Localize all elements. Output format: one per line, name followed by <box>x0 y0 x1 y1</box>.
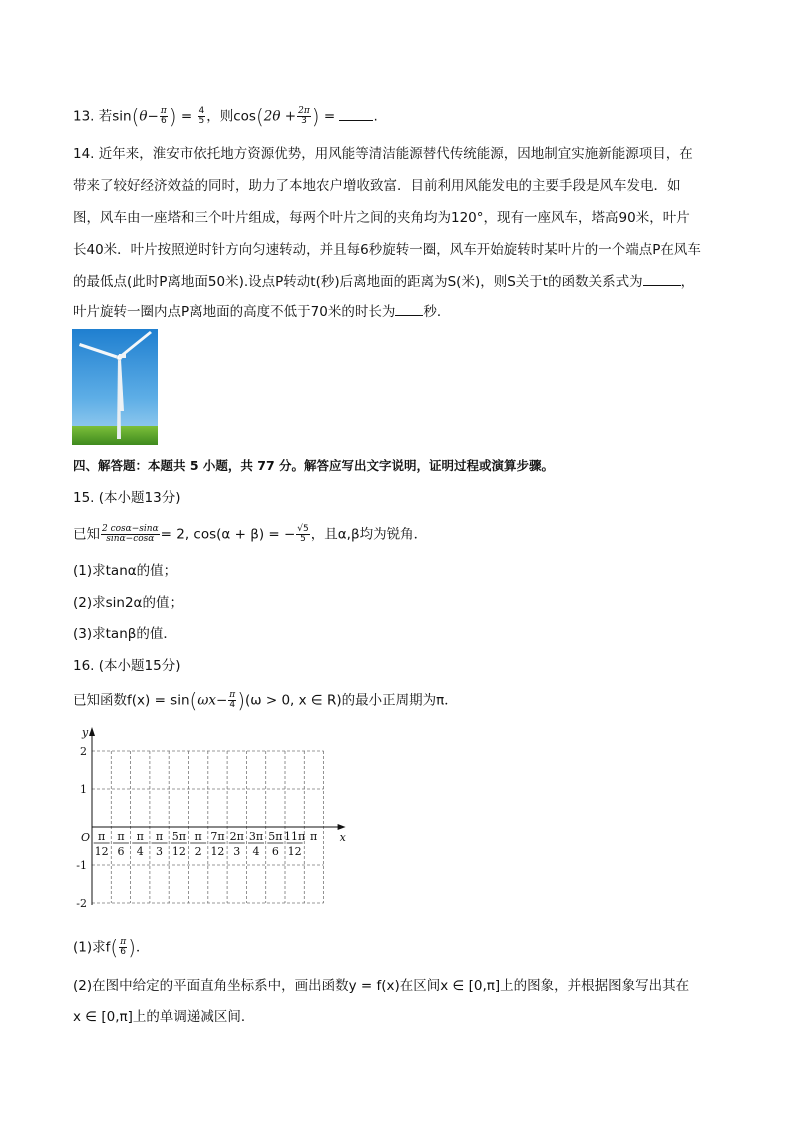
q16-part-2-line-1: (2)在图中给定的平面直角坐标系中，画出函数y = f(x)在区间x ∈ [0,π]上的图象，并根据图象写出其在 <box>73 978 690 994</box>
q14-line-4: 长40米．叶片按照逆时针方向匀速转动，并且每6秒旋转一圈，风车开始旋转时某叶片的一个端点P在风车 <box>73 242 701 258</box>
q14-line-5: 的最低点(此时P离地面50米).设点P转动t(秒)后离地面的距离为S(米)，则S关于t的函数关系式为 ， <box>73 274 695 290</box>
answer-blank-14b[interactable] <box>395 303 423 316</box>
q15-condition: 已知 $\frac{2 \cos\alpha-\sin\alpha}{\sin\alpha-\cos\alpha}$ = 2, cos(α + β) = − $\frac{√5}{5}$ ，且α,β均为锐角． <box>73 524 428 544</box>
x-tick-denominator: 3 <box>156 845 164 858</box>
q16-heading: 16. (本小题15分) <box>73 658 181 674</box>
x-tick-denominator: 3 <box>233 845 241 858</box>
wind-turbine-photo <box>72 329 158 445</box>
x-tick-denominator: 12 <box>210 845 225 858</box>
q15-part-2: (2)求sin2α的值； <box>73 595 183 611</box>
x-tick-denominator: 2 <box>194 845 202 858</box>
x-tick-numerator: 5π <box>171 830 186 843</box>
q15-part-3: (3)求tanβ的值． <box>73 626 177 642</box>
answer-blank-13[interactable] <box>339 108 373 121</box>
x-tick-numerator: π <box>98 830 106 843</box>
question-13: 13. 若sin(θ− $\frac{\pi}{6}$ ) = $\frac{4}{5}$ ，则cos(2θ + $\frac{2\pi}{3}$ ) = . <box>73 104 378 129</box>
q13-frac-2pi-3: $\frac{2\pi}{3}$ <box>298 106 310 126</box>
answer-blank-14a[interactable] <box>643 273 681 286</box>
x-axis-label: x <box>339 831 346 844</box>
coordinate-grid <box>74 722 364 922</box>
q16-condition: 已知函数f(x) = sin(ωx− $\frac{\pi}{4}$ )(ω > 0, x ∈ R)的最小正周期为π． <box>73 688 458 713</box>
q15-fraction: $\frac{2 \cos\alpha-\sin\alpha}{\sin\alpha-\cos\alpha}$ <box>102 524 159 544</box>
origin-label: O <box>81 831 91 844</box>
q16-part-1: (1)求f( $\frac{\pi}{6}$ )． <box>73 935 150 960</box>
q16-part-2-line-2: x ∈ [0,π]上的单调递减区间． <box>73 1009 255 1025</box>
axis-labels <box>76 726 346 910</box>
y-axis-arrow <box>89 727 95 736</box>
y-tick-label: -2 <box>76 897 87 910</box>
x-tick-label: π <box>309 830 318 843</box>
q13-frac-4-5: $\frac{4}{5}$ <box>198 106 205 126</box>
q14-line-6: 叶片旋转一圈内点P离地面的高度不低于70米的时长为 秒． <box>73 304 451 320</box>
y-tick-label: -1 <box>76 859 87 872</box>
x-tick-denominator: 4 <box>136 845 144 858</box>
x-tick-denominator: 12 <box>287 845 302 858</box>
q15-frac-sqrt5-5: $\frac{√5}{5}$ <box>297 524 309 544</box>
q14-line-3: 图，风车由一座塔和三个叶片组成，每两个叶片之间的夹角均为120°，现有一座风车，塔高90米，叶片 <box>73 210 690 226</box>
y-tick-label: 2 <box>80 745 87 758</box>
x-tick-numerator: π <box>155 830 164 843</box>
q14-line-1: 14. 近年来，淮安市依托地方资源优势，用风能等清洁能源替代传统能源，因地制宜实施新能源项目，在 <box>73 146 693 162</box>
x-tick-numerator: 3π <box>248 830 264 843</box>
q14-line-2: 带来了较好经济效益的同时，助力了本地农户增收致富．目前利用风能发电的主要手段是风车发电．如 <box>73 178 681 194</box>
q13-frac-pi-6: $\frac{\pi}{6}$ <box>160 106 167 126</box>
q15-heading: 15. (本小题13分) <box>73 490 181 506</box>
x-tick-numerator: 7π <box>210 830 225 843</box>
y-tick-label: 1 <box>80 783 87 796</box>
q16-frac-pi-4: $\frac{\pi}{4}$ <box>229 690 236 710</box>
q15-part-1: (1)求tanα的值； <box>73 563 178 579</box>
section-4-heading: 四、解答题：本题共 5 小题，共 77 分。解答应写出文字说明，证明过程或演算步骤。 <box>73 458 555 473</box>
x-tick-denominator: 6 <box>117 845 125 858</box>
x-tick-numerator: 11π <box>284 830 306 843</box>
x-tick-numerator: π <box>194 830 202 843</box>
x-tick-numerator: 2π <box>229 830 244 843</box>
x-tick-denominator: 4 <box>252 845 260 858</box>
x-tick-denominator: 12 <box>94 845 109 858</box>
x-tick-numerator: π <box>117 830 125 843</box>
q13-prefix: 13. 若sin <box>73 108 132 125</box>
y-axis-label: y <box>82 726 89 739</box>
x-tick-denominator: 6 <box>271 845 279 858</box>
q13-theta-minus: θ− <box>139 108 159 125</box>
x-tick-denominator: 12 <box>171 845 186 858</box>
x-tick-numerator: π <box>136 830 144 843</box>
axes <box>89 727 346 905</box>
x-tick-numerator: 5π <box>268 830 283 843</box>
x-axis-arrow <box>338 824 346 830</box>
q16-frac-pi-6: $\frac{\pi}{6}$ <box>120 937 127 957</box>
